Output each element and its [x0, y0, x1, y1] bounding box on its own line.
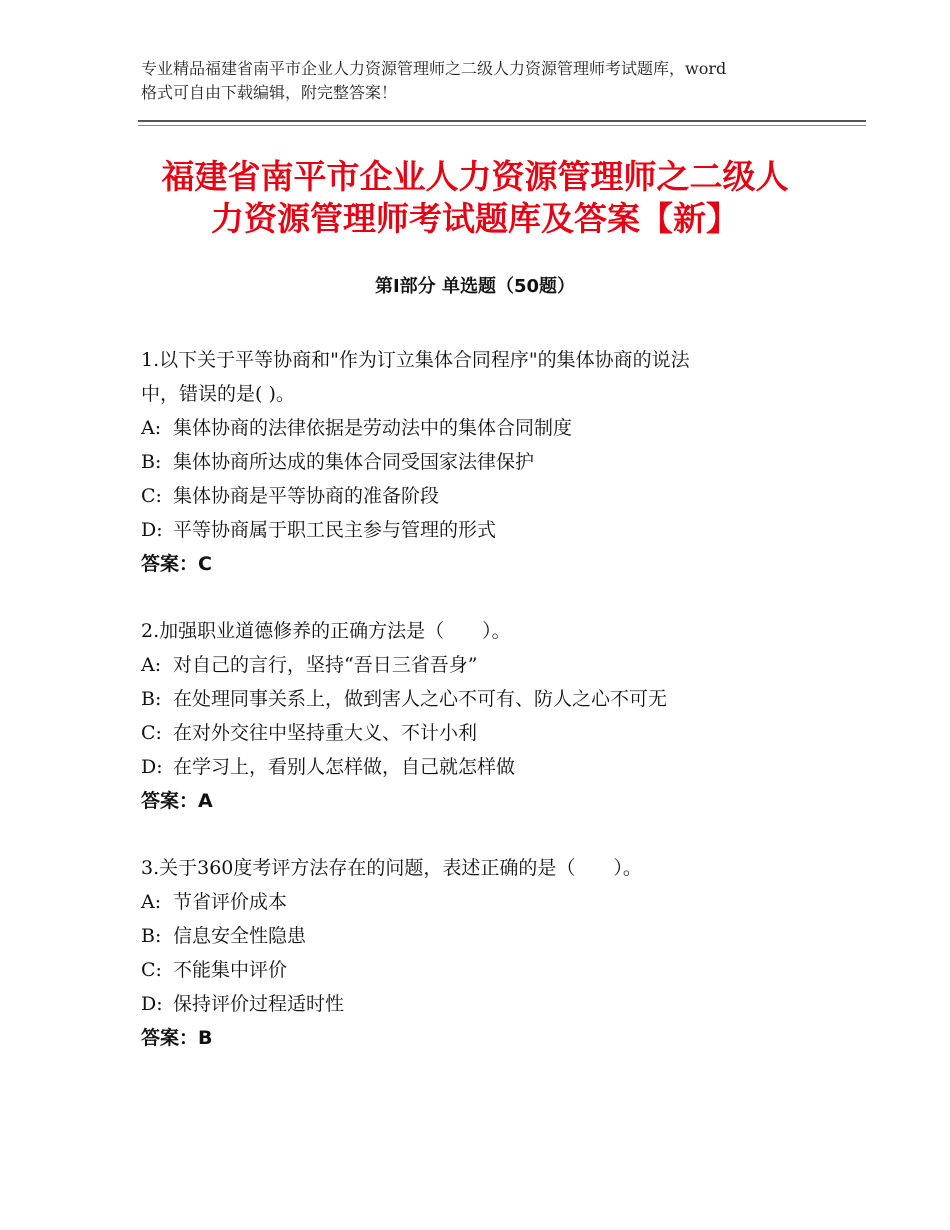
option-text: 对自己的言行，坚持“吾日三省吾身” [173, 654, 478, 676]
option-key: C: [141, 722, 162, 744]
question-stem-line: 1.以下关于平等协商和"作为订立集体合同程序"的集体协商的说法 [141, 349, 690, 371]
option-key: B: [141, 925, 162, 947]
answer-label: 答案：A [141, 790, 213, 812]
header-note-line-1: 专业精品福建省南平市企业人力资源管理师之二级人力资源管理师考试题库，word [141, 59, 727, 78]
option-a [141, 411, 831, 445]
option-b [141, 919, 831, 953]
option-key: C: [141, 485, 162, 507]
option-d [141, 750, 831, 784]
question-stem-line: 中，错误的是( )。 [141, 383, 295, 405]
header-note-line-2: 格式可自由下载编辑，附完整答案！ [141, 83, 398, 102]
option-a [141, 648, 831, 682]
option-text: 集体协商是平等协商的准备阶段 [173, 485, 440, 507]
option-c [141, 716, 831, 750]
option-text: 集体协商所达成的集体合同受国家法律保护 [173, 451, 535, 473]
option-text: 不能集中评价 [173, 959, 288, 981]
option-text: 集体协商的法律依据是劳动法中的集体合同制度 [173, 417, 573, 439]
option-key: C: [141, 959, 162, 981]
option-text: 在学习上，看别人怎样做，自己就怎样做 [173, 756, 516, 778]
option-text: 保持评价过程适时性 [173, 993, 345, 1015]
question-stem-line: 3.关于360度考评方法存在的问题，表述正确的是（ ）。 [141, 857, 642, 879]
option-key: B: [141, 451, 162, 473]
option-b [141, 445, 831, 479]
question-3 [141, 851, 831, 1055]
document-title [120, 156, 830, 240]
option-d [141, 987, 831, 1021]
option-key: A: [141, 891, 162, 913]
option-text: 信息安全性隐患 [173, 925, 307, 947]
option-b [141, 682, 831, 716]
option-text: 节省评价成本 [173, 891, 288, 913]
header-note [141, 57, 831, 105]
question-2 [141, 614, 831, 818]
question-list [141, 343, 831, 1088]
header-divider-thick [138, 120, 866, 122]
answer-label: 答案：C [141, 553, 212, 575]
question-1 [141, 343, 831, 581]
option-key: D: [141, 993, 163, 1015]
document-title-line-1: 福建省南平市企业人力资源管理师之二级人 [161, 157, 789, 196]
option-key: D: [141, 756, 163, 778]
document-title-line-2: 力资源管理师考试题库及答案【新】 [211, 199, 739, 238]
option-text: 在对外交往中坚持重大义、不计小利 [173, 722, 478, 744]
option-key: A: [141, 654, 162, 676]
question-stem-line: 2.加强职业道德修养的正确方法是（ ）。 [141, 620, 511, 642]
option-key: B: [141, 688, 162, 710]
answer-label: 答案：B [141, 1027, 213, 1049]
header-divider-thin [138, 125, 866, 126]
option-text: 在处理同事关系上，做到害人之心不可有、防人之心不可无 [173, 688, 668, 710]
option-c [141, 953, 831, 987]
option-text: 平等协商属于职工民主参与管理的形式 [173, 519, 497, 541]
option-key: A: [141, 417, 162, 439]
option-a [141, 885, 831, 919]
section-heading: 第Ⅰ部分 单选题（50题） [374, 276, 575, 297]
option-key: D: [141, 519, 163, 541]
option-c [141, 479, 831, 513]
option-d [141, 513, 831, 547]
